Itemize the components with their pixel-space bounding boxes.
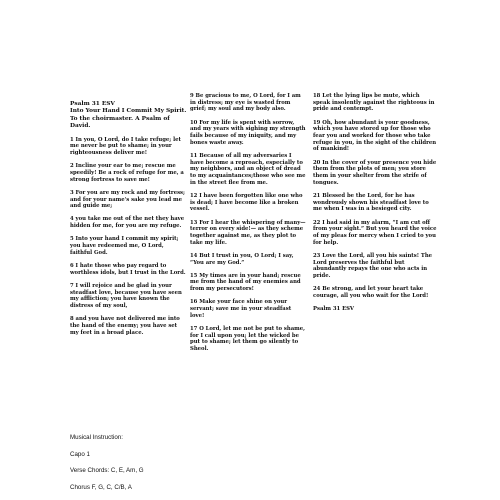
- verse: 9 Be gracious to me, O Lord, for I am in distress; my eye is wasted from grief; my soul and my body also.: [190, 93, 301, 113]
- psalm-subtitle: Into Your Hand I Commit My Spirit.: [70, 108, 187, 115]
- psalm-heading: [70, 101, 187, 131]
- verse: 24 Be strong, and let your heart take courage, all you who wait for the Lord!: [313, 286, 429, 299]
- column-1: [70, 101, 187, 343]
- verse: 7 I will rejoice and be glad in your steadfast love, because you have seen my affliction; you have known the distress of my soul,: [70, 282, 182, 309]
- verse: 18 Let the lying lips be mute, which speak insolently against the righteous in pride and contempt.: [313, 93, 435, 113]
- psalm-reference: Psalm 31 ESV: [313, 306, 355, 313]
- verse-chords: Verse Chords: C, E, Am, G: [70, 467, 144, 474]
- verse: 11 Because of all my adversaries I have become a reproach, especially to my neighbors, and an object of dread to my acquaintances;those who see me in the street flee from me.: [190, 152, 306, 186]
- capo-text: Capo 1: [70, 450, 90, 458]
- column-2: [190, 93, 307, 359]
- verse: 3 For you are my rock and my fortress; and for your name's sake you lead me and guide me;: [70, 189, 185, 210]
- verse: 2 Incline your ear to me; rescue me speedily! Be a rock of refuge for me, a strong fortress to save me!: [70, 163, 184, 183]
- verse: 22 I had said in my alarm, “I am cut off from your sight.” But you heard the voice of my pleas for mercy when I cried to you for help.: [313, 219, 437, 246]
- psalm-superscription: To the choirmaster. A Psalm of David.: [70, 115, 170, 130]
- verse: 1 In you, O Lord, do I take refuge; let me never be put to shame; in your righteousness deliver me!: [70, 136, 181, 157]
- verse: 6 I hate those who pay regard to worthless idols, but I trust in the Lord.: [70, 262, 186, 276]
- verse: 8 and you have not delivered me into the hand of the enemy; you have set my feet in a broad place.: [70, 316, 180, 336]
- verse: 23 Love the Lord, all you his saints! The Lord preserves the faithful but abundantly repays the one who acts in pride.: [313, 252, 433, 279]
- chorus-chords: Chorus F, G, C, C/B, A: [70, 483, 132, 491]
- column-3: [313, 93, 438, 319]
- verse: 4 you take me out of the net they have hidden for me, for you are my refuge.: [70, 216, 185, 230]
- verse: 19 Oh, how abundant is your goodness, which you have stored up for those who fear you and worked for those who take refuge in you, in the sight of the children of mankind!: [313, 119, 437, 153]
- verse: 17 O Lord, let me not be put to shame, for I call upon you; let the wicked be put to shame; let them go silently to Sheol.: [190, 325, 305, 353]
- verse: 20 In the cover of your presence you hide them from the plots of men; you store them in your shelter from the strife of tongues.: [313, 159, 437, 186]
- verse: 13 For I hear the whispering of many— terror on every side!— as they scheme together against me, as they plot to take my life.: [190, 219, 306, 246]
- verse: 21 Blessed be the Lord, for he has wondrously shown his steadfast love to me when I was in a besieged city.: [313, 192, 429, 213]
- musical-instruction: [70, 434, 144, 500]
- verse: 14 But I trust in you, O Lord; I say, “You are my God.”: [190, 252, 294, 266]
- verse: 5 Into your hand I commit my spirit; you have redeemed me, O Lord, faithful God.: [70, 236, 179, 256]
- psalm-title: Psalm 31 ESV: [70, 101, 115, 107]
- verse: 10 For my life is spent with sorrow, and my years with sighing my strength fails because of my iniquity, and my bones waste away.: [190, 119, 306, 146]
- instruction-title: Musical Instruction:: [70, 434, 123, 441]
- verse: 12 I have been forgotten like one who is dead; I have become like a broken vessel.: [190, 192, 303, 213]
- verse: 16 Make your face shine on your servant; save me in your steadfast love!: [190, 299, 292, 319]
- verse: 15 My times are in your hand; rescue me from the hand of my enemies and from my persecutors!: [190, 272, 301, 293]
